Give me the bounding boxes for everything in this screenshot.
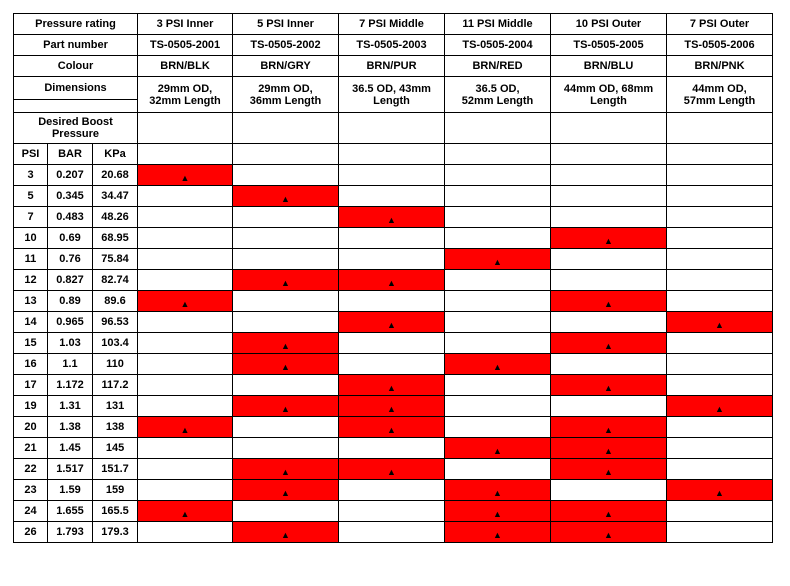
kpa-value: 68.95 xyxy=(93,228,138,249)
empty-cell xyxy=(233,228,339,249)
pressure-row xyxy=(14,354,773,375)
empty-cell xyxy=(551,480,667,501)
empty-cell xyxy=(445,396,551,417)
triangle-marker-icon: ▲ xyxy=(281,488,290,498)
empty-cell xyxy=(138,438,233,459)
recommended-cell xyxy=(233,354,339,375)
recommended-cell xyxy=(339,375,445,396)
triangle-marker-icon: ▲ xyxy=(180,509,190,519)
pressure-row xyxy=(14,186,773,207)
dimensions-line-1: 29mm OD, xyxy=(258,82,313,95)
colour-label: Colour xyxy=(14,56,138,77)
triangle-marker-icon: ▲ xyxy=(715,488,724,498)
bar-value: 0.965 xyxy=(48,312,93,333)
triangle-marker-icon: ▲ xyxy=(180,173,190,183)
bar-value: 1.1 xyxy=(48,354,93,375)
empty-cell xyxy=(138,144,233,165)
psi-value: 17 xyxy=(14,375,48,396)
triangle-marker-icon: ▲ xyxy=(387,320,396,330)
pressure-row xyxy=(14,438,773,459)
empty-cell xyxy=(233,249,339,270)
recommended-cell xyxy=(339,312,445,333)
empty-cell xyxy=(233,501,339,522)
triangle-marker-icon: ▲ xyxy=(387,404,396,414)
psi-value: 15 xyxy=(14,333,48,354)
triangle-marker-icon: ▲ xyxy=(604,383,613,393)
rating-cell: 5 PSI Inner xyxy=(233,14,339,35)
empty-cell xyxy=(138,270,233,291)
empty-cell xyxy=(445,417,551,438)
empty-cell xyxy=(138,354,233,375)
colour-row xyxy=(14,56,773,77)
dimensions-line-1: 29mm OD, xyxy=(157,82,213,95)
part-number-row xyxy=(14,35,773,56)
recommended-cell xyxy=(551,438,667,459)
rating-cell: 10 PSI Outer xyxy=(551,14,667,35)
empty-cell xyxy=(339,438,445,459)
recommended-cell xyxy=(667,312,773,333)
kpa-value: 103.4 xyxy=(93,333,138,354)
triangle-marker-icon: ▲ xyxy=(493,488,502,498)
kpa-value: 34.47 xyxy=(93,186,138,207)
empty-cell xyxy=(339,165,445,186)
empty-cell xyxy=(233,375,339,396)
triangle-marker-icon: ▲ xyxy=(604,236,613,246)
empty-cell xyxy=(339,333,445,354)
triangle-marker-icon: ▲ xyxy=(604,425,613,435)
psi-value: 16 xyxy=(14,354,48,375)
empty-cell xyxy=(138,249,233,270)
recommended-cell xyxy=(551,291,667,312)
pressure-row xyxy=(14,270,773,291)
empty-cell xyxy=(445,459,551,480)
dimensions-line-2: Length xyxy=(590,94,627,107)
colour-cell: BRN/GRY xyxy=(233,56,339,77)
empty-cell xyxy=(233,438,339,459)
empty-cell xyxy=(138,207,233,228)
empty-cell xyxy=(445,186,551,207)
empty-cell xyxy=(339,113,445,144)
part-number-cell: TS-0505-2001 xyxy=(138,35,233,56)
empty-cell xyxy=(551,312,667,333)
empty-cell xyxy=(667,417,773,438)
empty-cell xyxy=(667,291,773,312)
empty-cell xyxy=(667,459,773,480)
empty-cell xyxy=(138,375,233,396)
recommended-cell xyxy=(551,228,667,249)
psi-value: 21 xyxy=(14,438,48,459)
empty-cell xyxy=(445,312,551,333)
recommended-cell xyxy=(667,480,773,501)
recommended-cell xyxy=(138,417,233,438)
pressure-rating-label: Pressure rating xyxy=(14,14,138,35)
pressure-rating-row xyxy=(14,14,773,35)
empty-cell xyxy=(551,113,667,144)
triangle-marker-icon: ▲ xyxy=(281,362,290,372)
empty-cell xyxy=(339,144,445,165)
pressure-row xyxy=(14,480,773,501)
recommended-cell xyxy=(445,501,551,522)
recommended-cell xyxy=(445,438,551,459)
psi-value: 5 xyxy=(14,186,48,207)
empty-cell xyxy=(138,113,233,144)
part-number-cell: TS-0505-2006 xyxy=(667,35,773,56)
kpa-value: 159 xyxy=(93,480,138,501)
recommended-cell xyxy=(339,270,445,291)
empty-cell xyxy=(445,375,551,396)
pressure-row xyxy=(14,417,773,438)
psi-value: 20 xyxy=(14,417,48,438)
recommended-cell xyxy=(445,249,551,270)
empty-cell xyxy=(445,333,551,354)
psi-header: PSI xyxy=(14,144,48,165)
empty-cell xyxy=(233,113,339,144)
recommended-cell xyxy=(138,165,233,186)
recommended-cell xyxy=(233,522,339,543)
empty-cell xyxy=(138,480,233,501)
empty-cell xyxy=(667,375,773,396)
bar-value: 0.89 xyxy=(48,291,93,312)
recommended-cell xyxy=(551,333,667,354)
pressure-row xyxy=(14,228,773,249)
recommended-cell xyxy=(233,459,339,480)
dimensions-line-1: 36.5 OD, 43mm xyxy=(352,82,431,95)
colour-cell: BRN/RED xyxy=(445,56,551,77)
psi-value: 22 xyxy=(14,459,48,480)
triangle-marker-icon: ▲ xyxy=(493,530,502,540)
recommended-cell xyxy=(233,480,339,501)
empty-cell xyxy=(667,144,773,165)
dimensions-line-2: 36mm Length xyxy=(249,94,322,107)
triangle-marker-icon: ▲ xyxy=(281,341,290,351)
dimensions-cell xyxy=(138,77,233,113)
triangle-marker-icon: ▲ xyxy=(387,383,396,393)
triangle-marker-icon: ▲ xyxy=(493,446,502,456)
psi-value: 26 xyxy=(14,522,48,543)
dimensions-line-2: 57mm Length xyxy=(683,94,756,107)
empty-cell xyxy=(445,291,551,312)
recommended-cell xyxy=(551,417,667,438)
recommended-cell xyxy=(233,396,339,417)
dimensions-line-2: 52mm Length xyxy=(461,94,534,107)
triangle-marker-icon: ▲ xyxy=(604,530,613,540)
triangle-marker-icon: ▲ xyxy=(281,467,290,477)
colour-cell: BRN/BLU xyxy=(551,56,667,77)
triangle-marker-icon: ▲ xyxy=(281,530,290,540)
triangle-marker-icon: ▲ xyxy=(180,299,190,309)
empty-cell xyxy=(138,312,233,333)
recommended-cell xyxy=(233,186,339,207)
triangle-marker-icon: ▲ xyxy=(281,278,290,288)
rating-cell: 3 PSI Inner xyxy=(138,14,233,35)
empty-cell xyxy=(445,207,551,228)
pressure-row xyxy=(14,207,773,228)
triangle-marker-icon: ▲ xyxy=(281,194,290,204)
triangle-marker-icon: ▲ xyxy=(715,320,724,330)
triangle-marker-icon: ▲ xyxy=(180,425,190,435)
psi-value: 24 xyxy=(14,501,48,522)
kpa-value: 48.26 xyxy=(93,207,138,228)
bar-value: 1.59 xyxy=(48,480,93,501)
part-number-cell: TS-0505-2002 xyxy=(233,35,339,56)
empty-cell xyxy=(551,165,667,186)
recommended-cell xyxy=(445,522,551,543)
recommended-cell xyxy=(445,480,551,501)
pressure-row xyxy=(14,396,773,417)
empty-cell xyxy=(551,186,667,207)
empty-cell xyxy=(233,417,339,438)
dimensions-label: Dimensions xyxy=(14,77,138,100)
psi-value: 7 xyxy=(14,207,48,228)
dimensions-line-2: Length xyxy=(373,94,410,107)
kpa-value: 82.74 xyxy=(93,270,138,291)
psi-value: 23 xyxy=(14,480,48,501)
bar-value: 0.76 xyxy=(48,249,93,270)
kpa-value: 96.53 xyxy=(93,312,138,333)
empty-cell xyxy=(667,438,773,459)
empty-cell xyxy=(445,270,551,291)
recommended-cell xyxy=(339,459,445,480)
psi-value: 11 xyxy=(14,249,48,270)
triangle-marker-icon: ▲ xyxy=(387,467,396,477)
empty-cell xyxy=(339,522,445,543)
recommended-cell xyxy=(339,207,445,228)
bar-header: BAR xyxy=(48,144,93,165)
empty-cell xyxy=(339,186,445,207)
dimensions-cell xyxy=(233,77,339,113)
kpa-value: 117.2 xyxy=(93,375,138,396)
colour-cell: BRN/BLK xyxy=(138,56,233,77)
psi-value: 14 xyxy=(14,312,48,333)
empty-cell xyxy=(339,354,445,375)
bar-value: 1.517 xyxy=(48,459,93,480)
pressure-row xyxy=(14,312,773,333)
pressure-row xyxy=(14,501,773,522)
units-row xyxy=(14,144,773,165)
triangle-marker-icon: ▲ xyxy=(604,509,613,519)
empty-cell xyxy=(667,186,773,207)
recommended-cell xyxy=(339,396,445,417)
pressure-row xyxy=(14,522,773,543)
bar-value: 1.38 xyxy=(48,417,93,438)
empty-cell xyxy=(339,480,445,501)
empty-cell xyxy=(667,228,773,249)
dimensions-spacer xyxy=(14,100,138,113)
empty-cell xyxy=(551,207,667,228)
empty-cell xyxy=(551,354,667,375)
kpa-value: 151.7 xyxy=(93,459,138,480)
dimensions-line-2: 32mm Length xyxy=(149,94,221,107)
recommended-cell xyxy=(233,333,339,354)
dimensions-row xyxy=(14,77,773,100)
recommended-cell xyxy=(339,417,445,438)
bar-value: 1.793 xyxy=(48,522,93,543)
triangle-marker-icon: ▲ xyxy=(493,362,502,372)
dimensions-line-1: 36.5 OD, xyxy=(475,82,520,95)
empty-cell xyxy=(138,228,233,249)
empty-cell xyxy=(551,249,667,270)
empty-cell xyxy=(667,333,773,354)
recommended-cell xyxy=(138,501,233,522)
dimensions-line-1: 44mm OD, xyxy=(692,82,747,95)
empty-cell xyxy=(551,270,667,291)
triangle-marker-icon: ▲ xyxy=(387,215,396,225)
triangle-marker-icon: ▲ xyxy=(604,341,613,351)
pressure-row xyxy=(14,459,773,480)
empty-cell xyxy=(138,522,233,543)
pressure-row xyxy=(14,165,773,186)
empty-cell xyxy=(667,165,773,186)
empty-cell xyxy=(445,228,551,249)
empty-cell xyxy=(233,144,339,165)
psi-value: 12 xyxy=(14,270,48,291)
recommended-cell xyxy=(551,501,667,522)
triangle-marker-icon: ▲ xyxy=(604,446,613,456)
part-number-cell: TS-0505-2005 xyxy=(551,35,667,56)
recommended-cell xyxy=(551,459,667,480)
empty-cell xyxy=(138,186,233,207)
empty-cell xyxy=(445,144,551,165)
bar-value: 1.03 xyxy=(48,333,93,354)
bar-value: 1.45 xyxy=(48,438,93,459)
empty-cell xyxy=(667,249,773,270)
kpa-value: 138 xyxy=(93,417,138,438)
empty-cell xyxy=(445,113,551,144)
psi-value: 3 xyxy=(14,165,48,186)
dimensions-cell xyxy=(339,77,445,113)
triangle-marker-icon: ▲ xyxy=(493,257,502,267)
empty-cell xyxy=(667,113,773,144)
pressure-row xyxy=(14,249,773,270)
bar-value: 0.827 xyxy=(48,270,93,291)
empty-cell xyxy=(445,165,551,186)
rating-cell: 11 PSI Middle xyxy=(445,14,551,35)
empty-cell xyxy=(138,459,233,480)
empty-cell xyxy=(551,144,667,165)
kpa-value: 110 xyxy=(93,354,138,375)
desired-boost-row xyxy=(14,113,773,144)
pressure-row xyxy=(14,291,773,312)
part-number-label: Part number xyxy=(14,35,138,56)
part-number-cell: TS-0505-2003 xyxy=(339,35,445,56)
empty-cell xyxy=(667,501,773,522)
empty-cell xyxy=(233,291,339,312)
kpa-value: 20.68 xyxy=(93,165,138,186)
pressure-row xyxy=(14,333,773,354)
empty-cell xyxy=(667,522,773,543)
recommended-cell xyxy=(551,522,667,543)
pressure-row xyxy=(14,375,773,396)
triangle-marker-icon: ▲ xyxy=(387,425,396,435)
empty-cell xyxy=(233,207,339,228)
recommended-cell xyxy=(138,291,233,312)
empty-cell xyxy=(667,354,773,375)
recommended-cell xyxy=(667,396,773,417)
empty-cell xyxy=(339,249,445,270)
empty-cell xyxy=(138,396,233,417)
kpa-value: 165.5 xyxy=(93,501,138,522)
recommended-cell xyxy=(233,270,339,291)
bar-value: 1.655 xyxy=(48,501,93,522)
rating-cell: 7 PSI Middle xyxy=(339,14,445,35)
dimensions-line-1: 44mm OD, 68mm xyxy=(563,82,654,95)
empty-cell xyxy=(667,207,773,228)
empty-cell xyxy=(233,165,339,186)
rating-cell: 7 PSI Outer xyxy=(667,14,773,35)
colour-cell: BRN/PNK xyxy=(667,56,773,77)
kpa-value: 89.6 xyxy=(93,291,138,312)
empty-cell xyxy=(339,291,445,312)
kpa-value: 179.3 xyxy=(93,522,138,543)
kpa-header: KPa xyxy=(93,144,138,165)
psi-value: 10 xyxy=(14,228,48,249)
part-number-cell: TS-0505-2004 xyxy=(445,35,551,56)
empty-cell xyxy=(233,312,339,333)
empty-cell xyxy=(138,333,233,354)
empty-cell xyxy=(339,228,445,249)
dimensions-cell xyxy=(445,77,551,113)
kpa-value: 131 xyxy=(93,396,138,417)
dimensions-cell xyxy=(551,77,667,113)
bar-value: 0.483 xyxy=(48,207,93,228)
triangle-marker-icon: ▲ xyxy=(604,467,613,477)
triangle-marker-icon: ▲ xyxy=(281,404,290,414)
kpa-value: 145 xyxy=(93,438,138,459)
pressure-spring-table xyxy=(13,13,773,543)
dimensions-cell xyxy=(667,77,773,113)
triangle-marker-icon: ▲ xyxy=(493,509,502,519)
recommended-cell xyxy=(551,375,667,396)
bar-value: 0.207 xyxy=(48,165,93,186)
recommended-cell xyxy=(445,354,551,375)
triangle-marker-icon: ▲ xyxy=(604,299,613,309)
bar-value: 0.69 xyxy=(48,228,93,249)
bar-value: 1.31 xyxy=(48,396,93,417)
empty-cell xyxy=(339,501,445,522)
triangle-marker-icon: ▲ xyxy=(387,278,396,288)
desired-boost-label: Desired Boost Pressure xyxy=(14,113,138,144)
colour-cell: BRN/PUR xyxy=(339,56,445,77)
empty-cell xyxy=(551,396,667,417)
kpa-value: 75.84 xyxy=(93,249,138,270)
psi-value: 13 xyxy=(14,291,48,312)
psi-value: 19 xyxy=(14,396,48,417)
bar-value: 0.345 xyxy=(48,186,93,207)
triangle-marker-icon: ▲ xyxy=(715,404,724,414)
empty-cell xyxy=(667,270,773,291)
bar-value: 1.172 xyxy=(48,375,93,396)
